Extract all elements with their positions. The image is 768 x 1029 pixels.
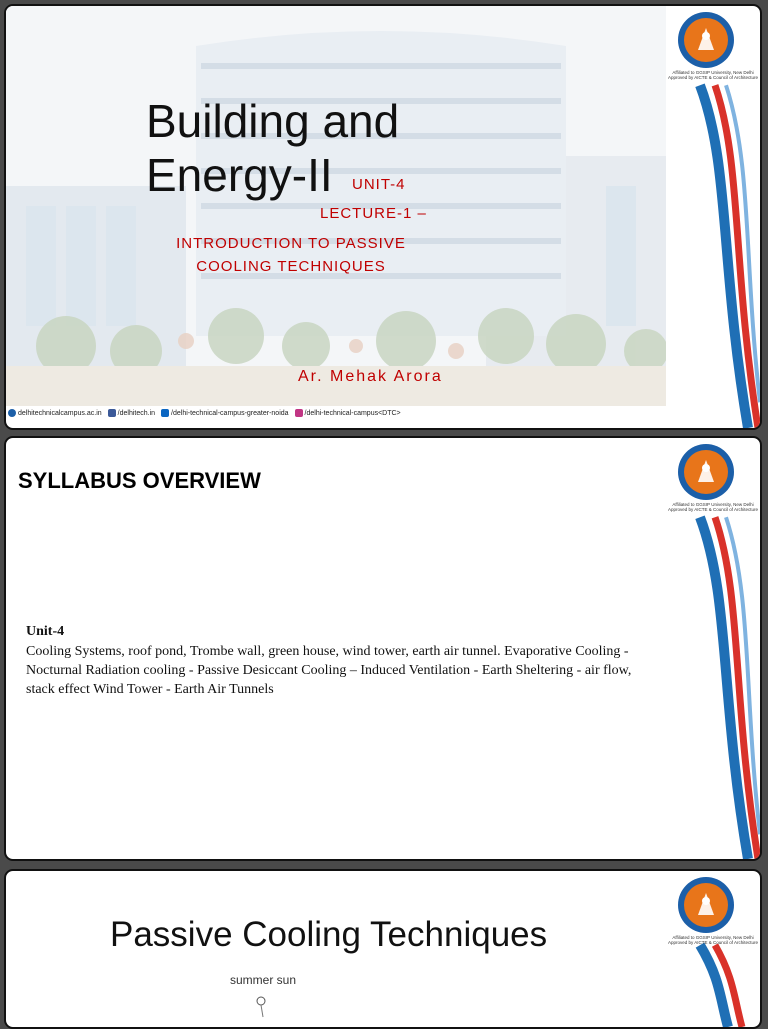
social-link-linkedin[interactable]: /delhi-technical-campus-greater-noida [161, 409, 289, 417]
affiliation-text: Affiliated to GGSIP University, New Delhi Approved by AICTE & Council of Architecture [667, 935, 759, 945]
affiliation-text: Affiliated to GGSIP University, New Delhi Approved by AICTE & Council of Architecture [667, 502, 759, 512]
social-link-facebook[interactable]: /delhitech.in [108, 409, 155, 417]
syllabus-topics: Cooling Systems, roof pond, Trombe wall, green house, wind tower, earth air tunnel. Evaporative Cooling - Nocturnal Radiation cooling - Passive Desiccant Cooling – Induced Ventilation - Earth Sheltering - air flow, stack effect Wind Tower - Earth Air Tunnels [26, 644, 632, 697]
affiliation-text: Affiliated to GGSIP University, New Delhi Approved by AICTE & Council of Architecture [667, 70, 759, 80]
course-title: Building and Energy-II [146, 95, 400, 201]
dtc-logo [676, 10, 736, 72]
slide-3-passive-cooling[interactable] [4, 869, 762, 1029]
social-link-instagram[interactable]: /delhi-technical-campus<DTC> [295, 409, 401, 417]
syllabus-heading: SYLLABUS OVERVIEW [18, 468, 261, 493]
facebook-icon [108, 409, 116, 417]
slide-1-title[interactable] [4, 4, 762, 430]
unit-label: UNIT-4 [352, 176, 406, 193]
globe-icon [8, 409, 16, 417]
social-link-website[interactable]: delhitechnicalcampus.ac.in [8, 409, 102, 417]
sun-icon [252, 993, 270, 1019]
author-name: Ar. Mehak Arora [298, 368, 443, 385]
instagram-icon [295, 409, 303, 417]
dtc-logo [676, 875, 736, 937]
section-heading: Passive Cooling Techniques [110, 915, 548, 954]
linkedin-icon [161, 409, 169, 417]
slide-2-syllabus[interactable] [4, 436, 762, 861]
dtc-logo [676, 442, 736, 504]
syllabus-content [26, 624, 646, 699]
social-links-bar [8, 407, 401, 419]
lecture-topic: INTRODUCTION TO PASSIVE COOLING TECHNIQUES [176, 235, 406, 275]
lecture-label: LECTURE-1 – [320, 205, 427, 222]
figure-label: summer sun [230, 973, 297, 987]
syllabus-unit-label: Unit-4 [26, 624, 65, 639]
